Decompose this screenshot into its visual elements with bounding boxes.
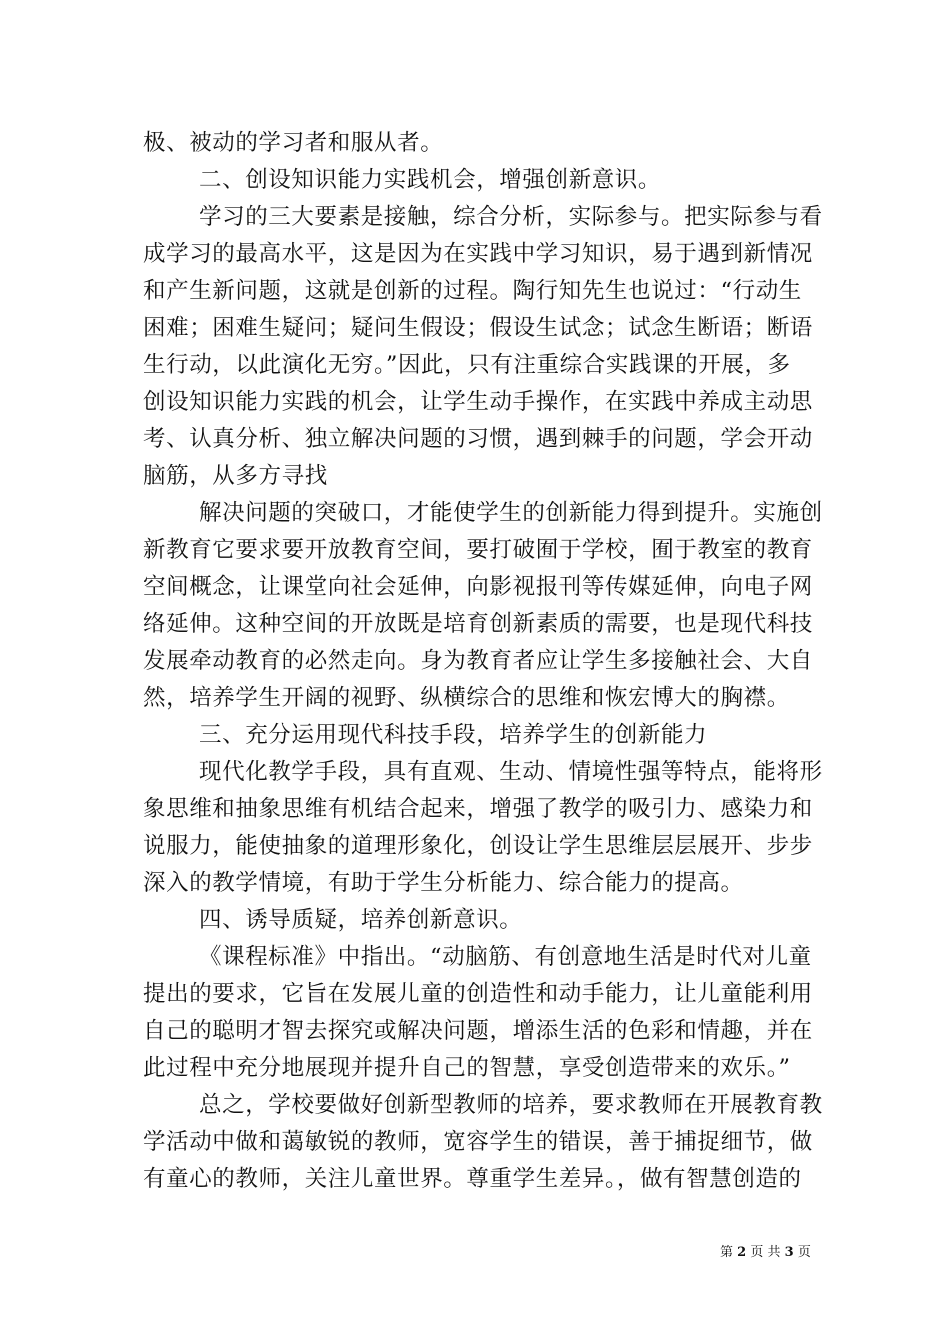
text-line: 脑筋，从多方寻找 (143, 463, 328, 489)
total-pages-number: 3 (784, 1245, 794, 1260)
text-line: 然，培养学生开阔的视野、纵横综合的思维和恢宏博大的胸襟。 (143, 685, 790, 711)
text-line: 此过程中充分地展现并提升自己的智慧，享受创造带来的欢乐。” (143, 1055, 791, 1081)
text-line: 总之，学校要做好创新型教师的培养，要求教师在开展教育教 (199, 1092, 823, 1118)
text-line: 象思维和抽象思维有机结合起来，增强了教学的吸引力、感染力和 (143, 796, 813, 822)
section-heading: 二、创设知识能力实践机会，增强创新意识。 (199, 167, 662, 193)
text-line: 解决问题的突破口，才能使学生的创新能力得到提升。实施创 (199, 500, 823, 526)
text-line: 生行动，以此演化无穷。”因此，只有注重综合实践课的开展，多 (143, 352, 791, 378)
text-line: 困难；困难生疑问；疑问生假设；假设生试念；试念生断语；断语 (143, 315, 813, 341)
text-line: 和产生新问题，这就是创新的过程。陶行知先生也说过：“行动生 (143, 278, 802, 304)
text-line: 自己的聪明才智去探究或解决问题，增添生活的色彩和情趣，并在 (143, 1018, 813, 1044)
section-heading: 三、充分运用现代科技手段，培养学生的创新能力 (199, 722, 708, 748)
text-line: 现代化教学手段，具有直观、生动、情境性强等特点，能将形 (199, 759, 823, 785)
text-line: 学活动中做和蔼敏锐的教师，宽容学生的错误，善于捕捉细节，做 (143, 1129, 813, 1155)
text-line: 极、被动的学习者和服从者。 (143, 130, 444, 156)
text-line: 提出的要求，它旨在发展儿童的创造性和动手能力，让儿童能利用 (143, 981, 813, 1007)
footer-suffix: 页 (797, 1245, 811, 1260)
text-line: 发展牵动教育的必然走向。身为教育者应让学生多接触社会、大自 (143, 648, 813, 674)
text-line: 成学习的最高水平，这是因为在实践中学习知识，易于遇到新情况 (143, 241, 813, 267)
text-line: 络延伸。这种空间的开放既是培育创新素质的需要，也是现代科技 (143, 611, 813, 637)
text-line: 说服力，能使抽象的道理形象化，创设让学生思维层层展开、步步 (143, 833, 813, 859)
text-line: 新教育它要求要开放教育空间，要打破囿于学校，囿于教室的教育 (143, 537, 813, 563)
text-line: 深入的教学情境，有助于学生分析能力、综合能力的提高。 (143, 870, 744, 896)
text-line: 学习的三大要素是接触，综合分析，实际参与。把实际参与看 (199, 204, 823, 230)
text-line: 空间概念，让课堂向社会延伸，向影视报刊等传媒延伸，向电子网 (143, 574, 813, 600)
current-page-number: 2 (737, 1245, 747, 1260)
text-line: 有童心的教师，关注儿童世界。尊重学生差异。，做有智慧创造的 (143, 1166, 802, 1192)
text-line: 《课程标准》中指出。“动脑筋、有创意地生活是时代对儿童 (199, 944, 812, 970)
text-line: 考、认真分析、独立解决问题的习惯，遇到棘手的问题，学会开动 (143, 426, 813, 452)
text-line: 创设知识能力实践的机会，让学生动手操作，在实践中养成主动思 (143, 389, 813, 415)
footer-prefix: 第 (720, 1245, 734, 1260)
page-footer (720, 1244, 811, 1262)
section-heading: 四、诱导质疑，培养创新意识。 (199, 907, 523, 933)
footer-middle: 页 共 (750, 1245, 781, 1260)
